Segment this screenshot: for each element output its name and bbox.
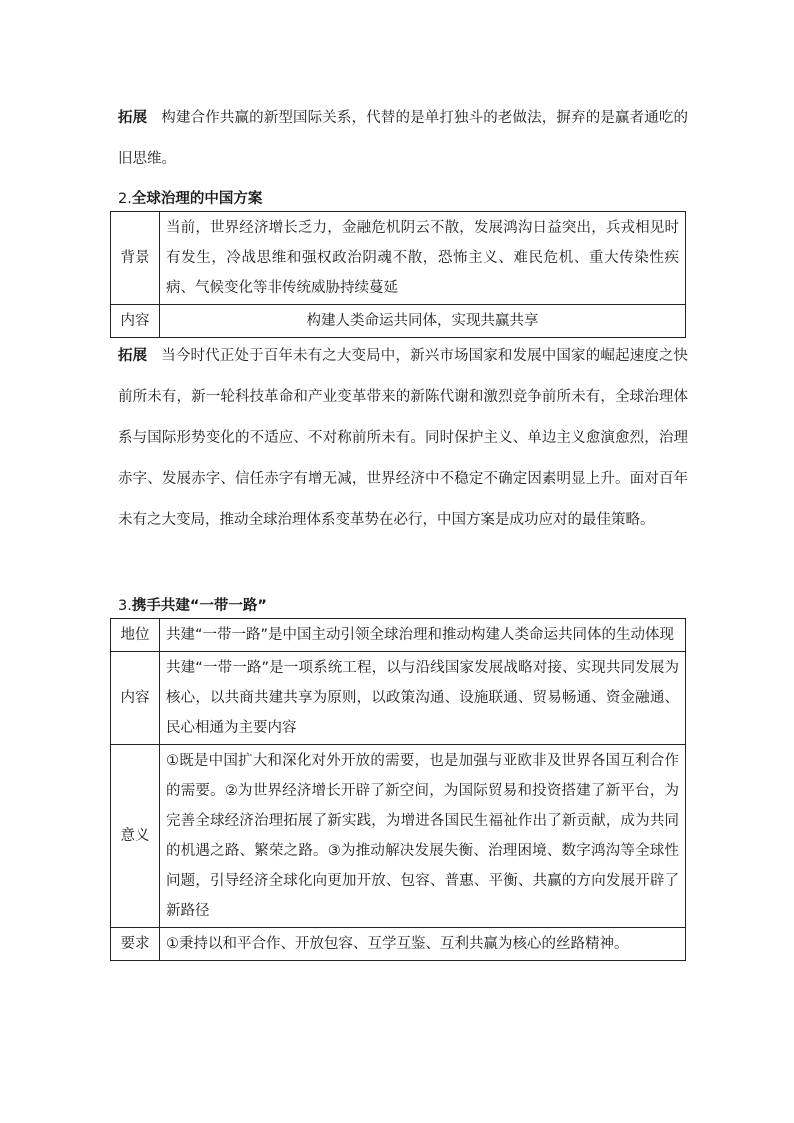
row-text-requirement: ①秉持以和平合作、开放包容、互学互鉴、互利共赢为核心的丝路精神。 <box>160 928 686 961</box>
intro-tag: 拓展 <box>118 110 148 126</box>
row-label-content: 内容 <box>111 305 160 338</box>
table-row <box>111 619 686 652</box>
section3-heading-text: 携手共建“一带一路” <box>131 598 267 614</box>
section3-heading-num: 3. <box>118 598 132 614</box>
section3-heading <box>118 594 267 615</box>
row-label-background: 背景 <box>111 212 160 305</box>
table-row <box>111 305 686 338</box>
section3-table <box>110 618 686 961</box>
row-label-significance: 意义 <box>111 745 160 928</box>
table-row <box>111 745 686 928</box>
section2-heading-num: 2. <box>118 191 132 207</box>
table-row <box>111 928 686 961</box>
table-row <box>111 212 686 305</box>
row-label-requirement: 要求 <box>111 928 160 961</box>
intro-paragraph <box>118 98 688 180</box>
intro-text: 构建合作共赢的新型国际关系，代替的是单打独斗的老做法，摒弃的是赢者通吃的旧思维。 <box>118 110 689 167</box>
section2-heading <box>118 187 262 208</box>
row-label-content: 内容 <box>111 652 160 745</box>
row-text-background: 当前，世界经济增长乏力，金融危机阴云不散，发展鸿沟日益突出，兵戎相见时有发生，冷战思维和强权政治阴魂不散，恐怖主义、难民危机、重大传染性疾病、气候变化等非传统威胁持续蔓延 <box>160 212 686 305</box>
section2-table <box>110 211 686 338</box>
expand2-tag: 拓展 <box>118 348 148 364</box>
table-row <box>111 652 686 745</box>
row-text-significance: ①既是中国扩大和深化对外开放的需要，也是加强与亚欧非及世界各国互利合作的需要。②为世界经济增长开辟了新空间，为国际贸易和投资搭建了新平台，为完善全球经济治理拓展了新实践，为增进各国民生福祉作出了新贡献，成为共同的机遇之路、繁荣之路。③为推动解决发展失衡、治理困境、数字鸿沟等全球性问题，引导经济全球化向更加开放、包容、普惠、平衡、共赢的方向发展开辟了新路径 <box>160 745 686 928</box>
row-label-status: 地位 <box>111 619 160 652</box>
expand2-paragraph <box>118 336 688 541</box>
row-text-content: 共建“一带一路”是一项系统工程，以与沿线国家发展战略对接、实现共同发展为核心，以共商共建共享为原则，以政策沟通、设施联通、贸易畅通、资金融通、民心相通为主要内容 <box>160 652 686 745</box>
section2-heading-text: 全球治理的中国方案 <box>131 191 263 207</box>
row-text-content: 构建人类命运共同体，实现共赢共享 <box>160 305 686 338</box>
row-text-status: 共建“一带一路”是中国主动引领全球治理和推动构建人类命运共同体的生动体现 <box>160 619 686 652</box>
expand2-text: 当今时代正处于百年未有之大变局中，新兴市场国家和发展中国家的崛起速度之快前所未有，新一轮科技革命和产业变革带来的新陈代谢和激烈竞争前所未有，全球治理体系与国际形势变化的不适应、不对称前所未有。同时保护主义、单边主义愈演愈烈，治理赤字、发展赤字、信任赤字有增无减，世界经济中不稳定不确定因素明显上升。面对百年未有之大变局，推动全球治理体系变革势在必行，中国方案是成功应对的最佳策略。 <box>118 348 689 528</box>
